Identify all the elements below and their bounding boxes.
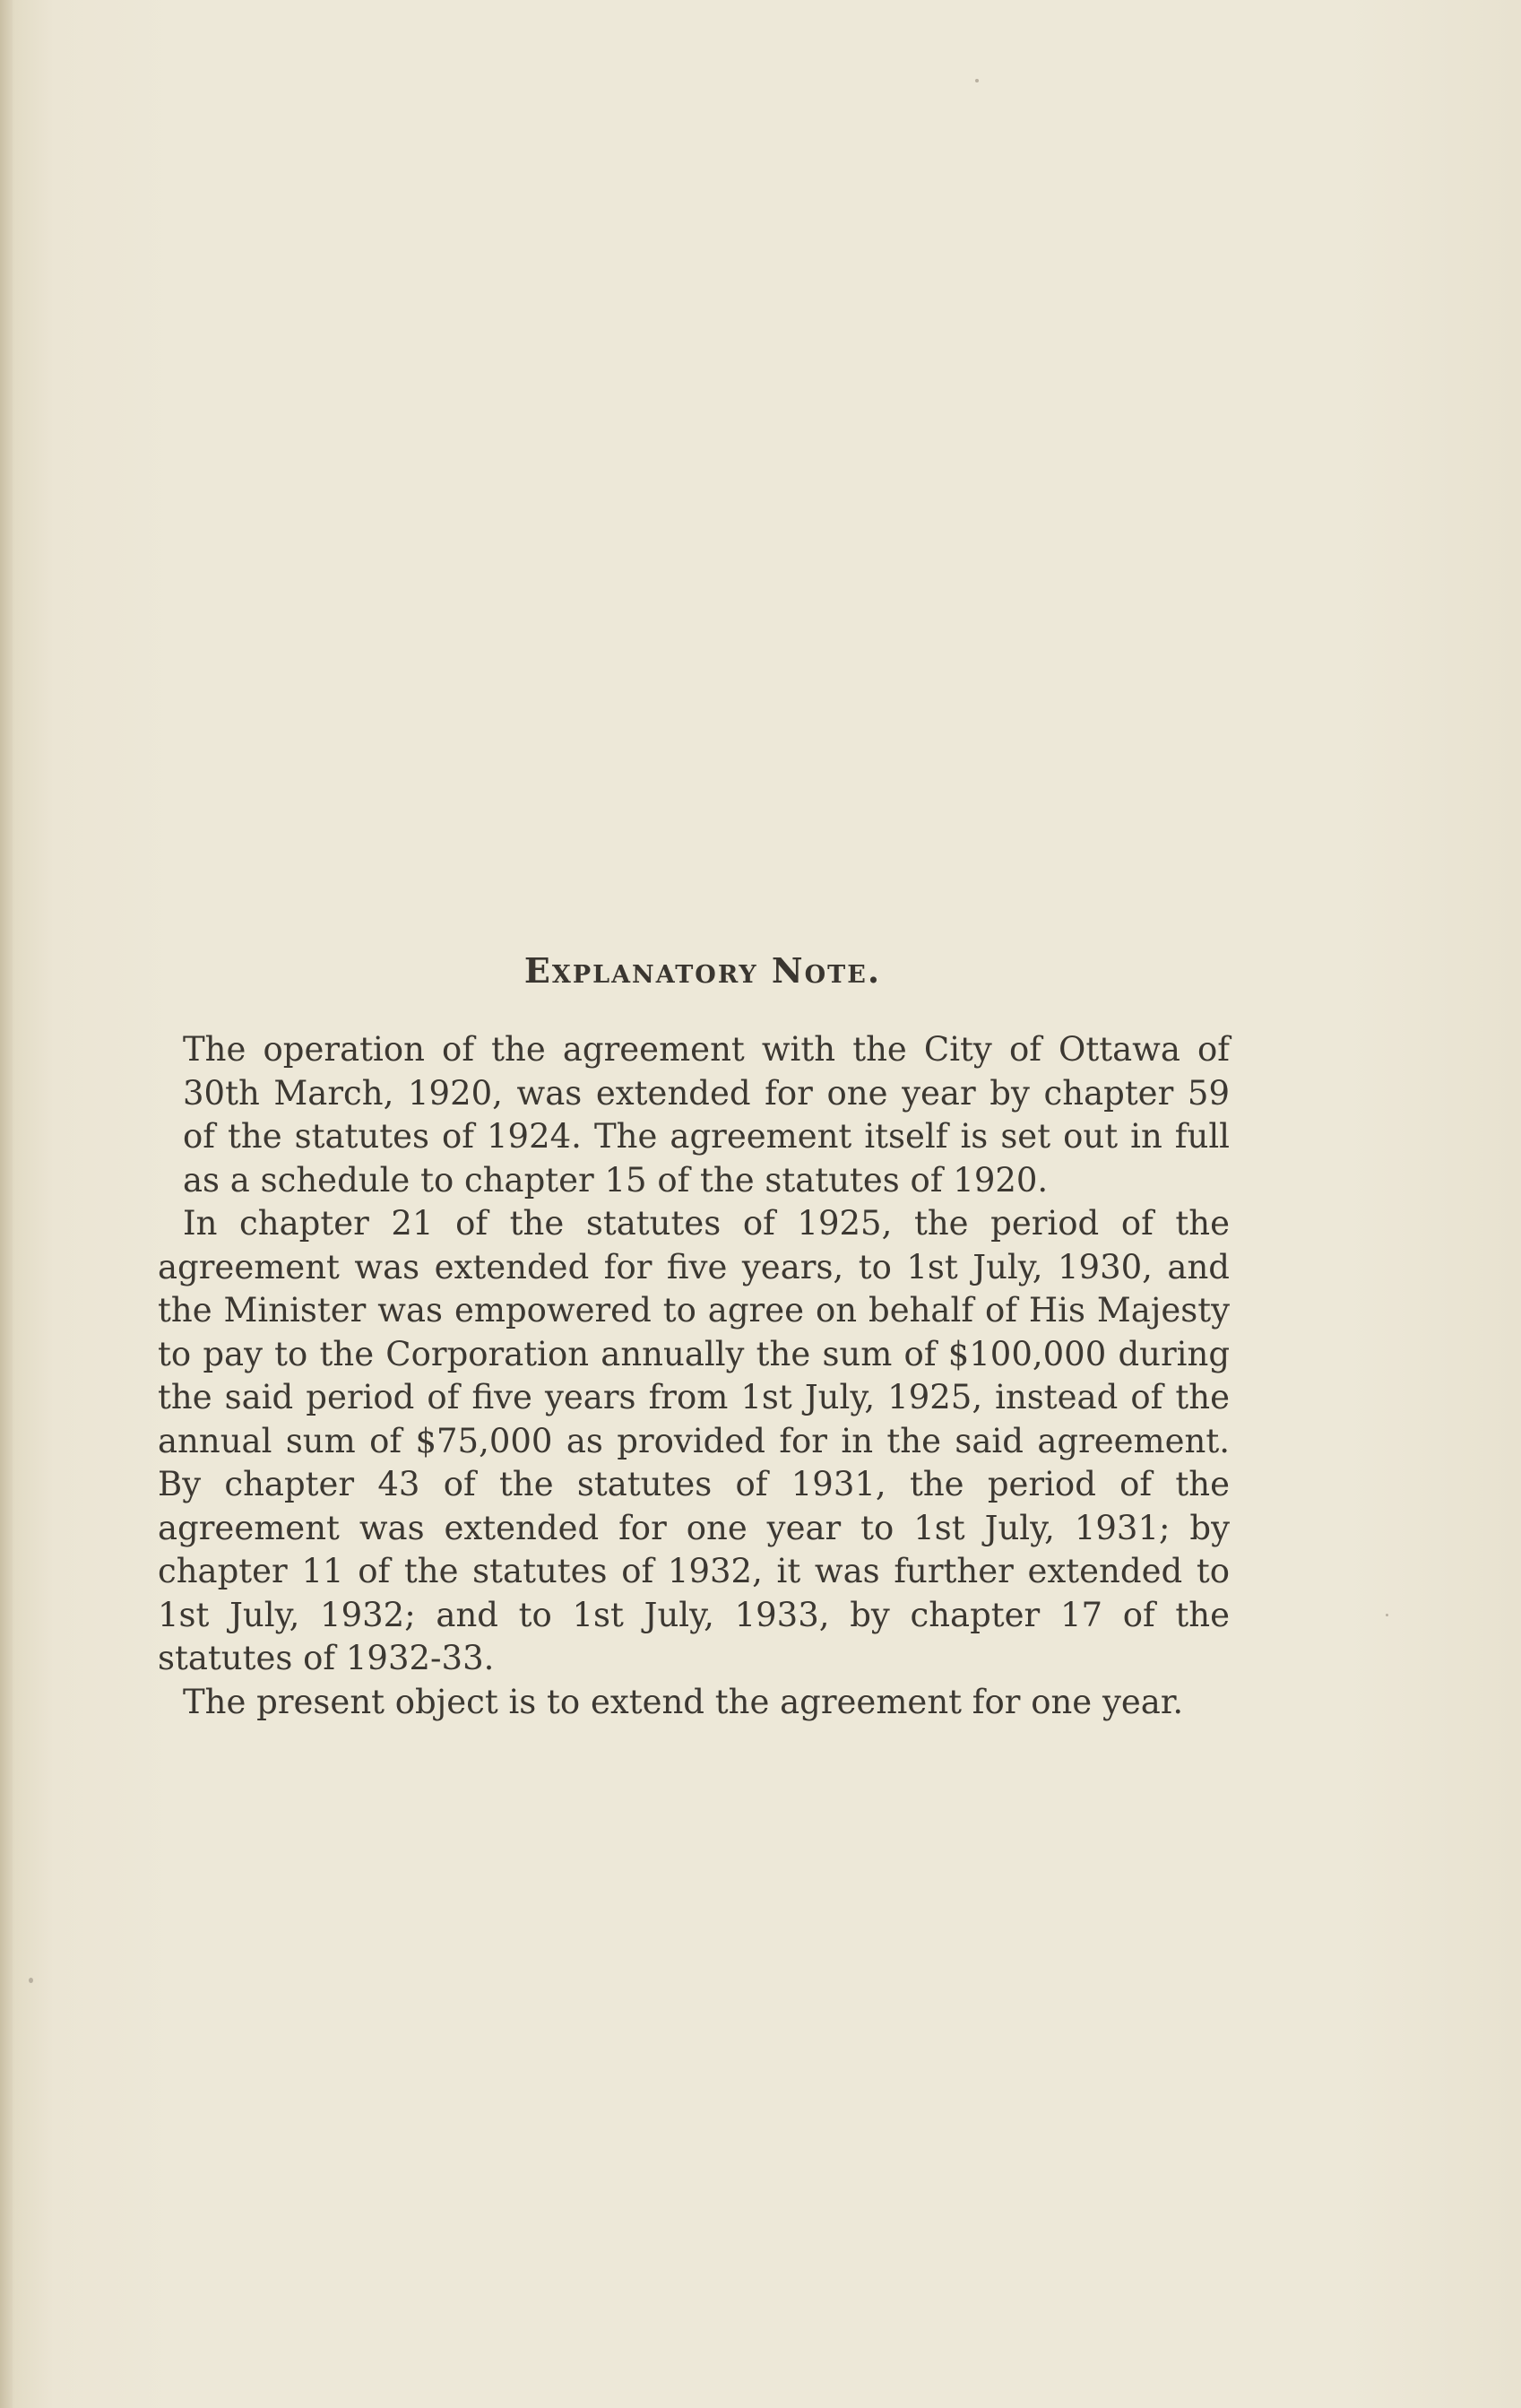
- paper-speck: [975, 79, 979, 82]
- note-paragraph-2: In chapter 21 of the statutes of 1925, the period of the agreement was extended for five years, to 1st July, 1930, and the Minister was empowered to agree on behalf of His Majesty to pay to the Corporation annually the sum of $100,000 during the said period of five years from 1st July, 1925, instead of the annual sum of $75,000 as provided for in the said agreement. By chapter 43 of the statutes of 1931, the period of the agreement was extended for one year to 1st July, 1931; by chapter 11 of the statutes of 1932, it was further extended to 1st July, 1932; and to 1st July, 1933, by chapter 17 of the statutes of 1932-33.: [158, 1204, 1230, 1677]
- explanatory-note-title: Explanatory Note.: [523, 950, 882, 991]
- note-paragraph-3: The present object is to extend the agreement for one year.: [183, 1682, 1184, 1721]
- paper-speck: [1386, 1614, 1388, 1616]
- paper-speck: [29, 1978, 33, 1983]
- explanatory-note: [158, 950, 1230, 1724]
- note-paragraph-1: The operation of the agreement with the City of Ottawa of 30th March, 1920, was extended for one year by chapter 59 of the statutes of 1924. The agreement itself is set out in full as a schedule to chapter 15 of the statutes of 1920.: [183, 1030, 1230, 1200]
- page-binding-edge: [0, 0, 13, 2408]
